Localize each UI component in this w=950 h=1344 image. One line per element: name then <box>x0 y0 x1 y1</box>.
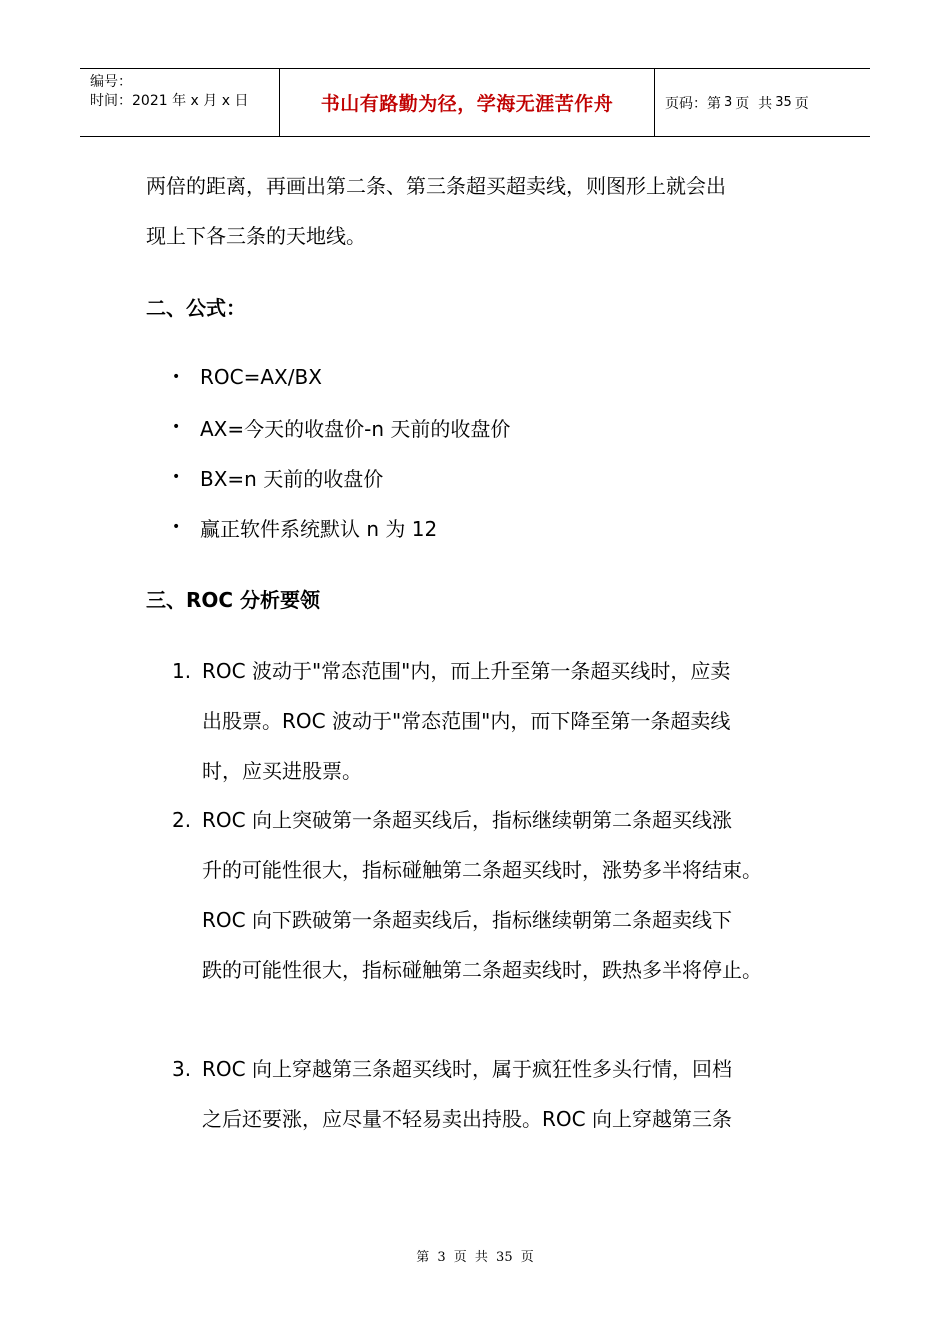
list-item <box>172 364 322 390</box>
item-line: ROC 向上穿越第三条超买线时，属于疯狂性多头行情，回档 <box>202 1057 732 1081</box>
section-3-title-prefix: 三、 <box>146 588 186 612</box>
bullet-icon: • <box>172 469 181 485</box>
bullet-text: BX=n 天前的收盘价 <box>200 466 384 491</box>
bullet-text: 赢正软件系统默认 n 为 12 <box>200 516 438 541</box>
item-marker: 2. <box>172 808 192 832</box>
section-3-title <box>146 588 320 612</box>
header-motto: 书山有路勤为径，学海无涯苦作舟 <box>280 69 655 136</box>
item-marker: 1. <box>172 659 192 683</box>
page-suffix: 页 <box>794 95 809 112</box>
page-current: 3 <box>724 95 733 110</box>
item-line: 出股票。ROC 波动于"常态范围"内，而下降至第一条超卖线 <box>202 709 731 733</box>
item-line: ROC 向下跌破第一条超卖线后，指标继续朝第二条超卖线下 <box>202 908 732 932</box>
bullet-icon: • <box>172 369 181 385</box>
item-line: ROC 向上突破第一条超买线后，指标继续朝第二条超买线涨 <box>202 808 732 832</box>
page-mid: 页 共 <box>735 95 773 112</box>
page-footer: 第 3 页 共 35 页 <box>416 1250 534 1265</box>
section-3-title-suffix: 分析要领 <box>233 588 321 612</box>
page-prefix: 页码：第 <box>665 95 721 112</box>
document-header <box>80 68 870 137</box>
item-marker: 3. <box>172 1057 192 1081</box>
date-label: 时间：2021 年 x 月 x 日 <box>90 93 249 109</box>
intro-line-2: 现上下各三条的天地线。 <box>146 224 366 248</box>
section-3-title-latin: ROC <box>186 588 234 612</box>
list-item <box>172 514 437 540</box>
bullet-text: AX=今天的收盘价-n 天前的收盘价 <box>200 416 511 441</box>
item-line: 之后还要涨，应尽量不轻易卖出持股。ROC 向上穿越第三条 <box>202 1107 732 1131</box>
header-meta <box>80 69 280 136</box>
list-item <box>172 414 510 440</box>
number-label: 编号： <box>90 74 132 90</box>
item-line: 跌的可能性很大，指标碰触第二条超卖线时，跌热多半将停止。 <box>202 958 762 982</box>
page-total: 35 <box>775 95 792 110</box>
item-line: 升的可能性很大，指标碰触第二条超买线时，涨势多半将结束。 <box>202 858 762 882</box>
item-line: ROC 波动于"常态范围"内，而上升至第一条超买线时，应卖 <box>202 659 731 683</box>
bullet-text: ROC=AX/BX <box>200 365 322 389</box>
header-page-info <box>655 69 870 136</box>
intro-line-1: 两倍的距离，再画出第二条、第三条超买超卖线，则图形上就会出 <box>146 174 726 198</box>
list-item <box>172 464 383 490</box>
section-2-title: 二、公式： <box>146 296 246 320</box>
item-line: 时，应买进股票。 <box>202 759 362 783</box>
bullet-icon: • <box>172 419 181 435</box>
bullet-icon: • <box>172 519 181 535</box>
